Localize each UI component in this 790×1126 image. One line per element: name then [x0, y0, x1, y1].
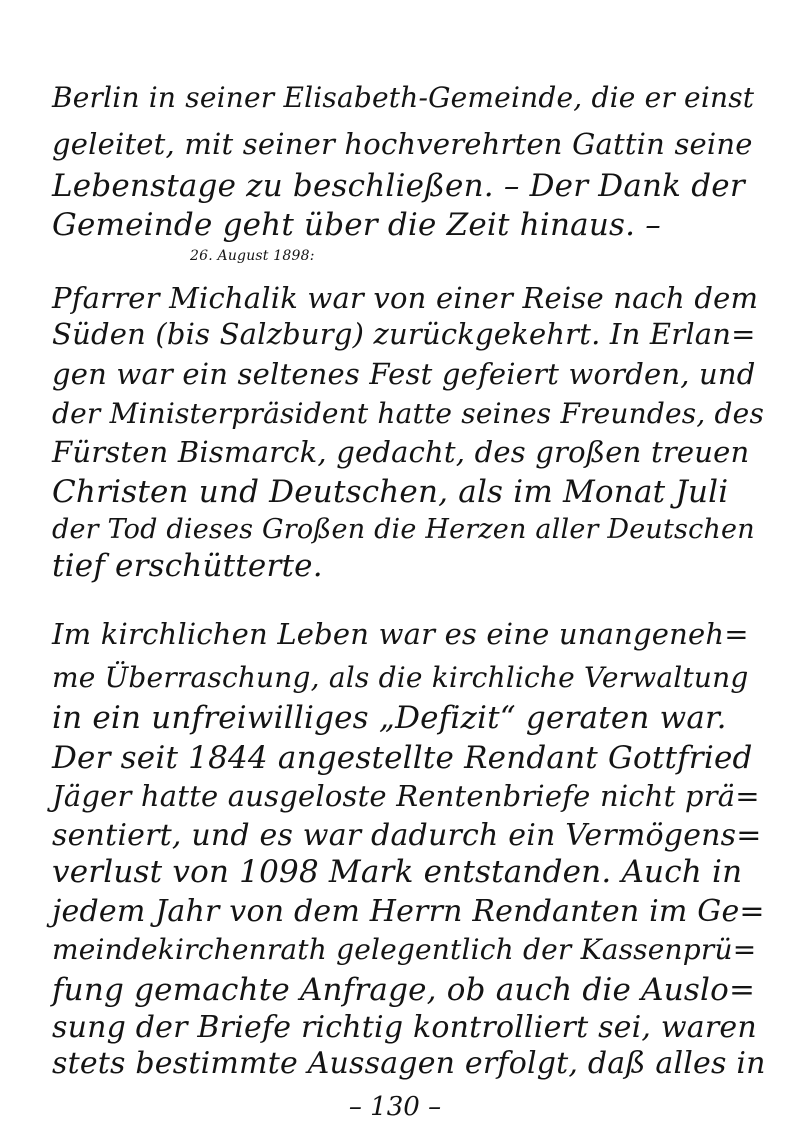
text-line: gen war ein seltenes Fest gefeiert worden, und: [52, 357, 756, 391]
text-line: der Ministerpräsident hatte seines Freundes, des: [52, 397, 765, 430]
text-line: Gemeinde geht über die Zeit hinaus. –: [52, 207, 661, 243]
text-line: Pfarrer Michalik war von einer Reise nach dem: [52, 281, 759, 315]
text-line: jedem Jahr von dem Herrn Rendanten im Ge=: [52, 894, 765, 929]
page-number: – 130 –: [348, 1092, 442, 1122]
text-line: sung der Briefe richtig kontrolliert sei, waren: [52, 1010, 757, 1045]
text-line: Lebenstage zu beschließen. – Der Dank der: [52, 168, 745, 204]
text-line: Fürsten Bismarck, gedacht, des großen treuen: [52, 435, 750, 469]
text-line: geleitet, mit seiner hochverehrten Gattin seine: [52, 127, 753, 161]
text-line: fung gemachte Anfrage, ob auch die Auslo=: [52, 972, 756, 1008]
text-line: meindekirchenrath gelegentlich der Kassenprü=: [52, 933, 757, 966]
text-line: stets bestimmte Aussagen erfolgt, daß alles in: [52, 1046, 766, 1081]
text-line: Süden (bis Salzburg) zurückgekehrt. In Erlan=: [52, 317, 756, 351]
text-line: Berlin in seiner Elisabeth-Gemeinde, die er einst: [52, 81, 755, 114]
text-line: Jäger hatte ausgeloste Rentenbriefe nicht prä=: [52, 779, 760, 813]
text-line: in ein unfreiwilliges „Defizit“ geraten war.: [52, 700, 727, 736]
date-heading: 26. August 1898:: [190, 248, 315, 264]
text-line: Der seit 1844 angestellte Rendant Gottfried: [52, 740, 753, 776]
text-line: Christen und Deutschen, als im Monat Juli: [52, 474, 729, 510]
text-line: der Tod dieses Großen die Herzen aller Deutschen: [52, 514, 755, 545]
text-line: verlust von 1098 Mark entstanden. Auch in: [52, 854, 743, 890]
text-line: Im kirchlichen Leben war es eine unangeneh=: [52, 617, 749, 651]
text-line: tief erschütterte.: [52, 548, 323, 584]
text-line: sentiert, und es war dadurch ein Vermögens=: [52, 818, 762, 853]
text-line: me Überraschung, als die kirchliche Verwaltung: [52, 661, 749, 694]
